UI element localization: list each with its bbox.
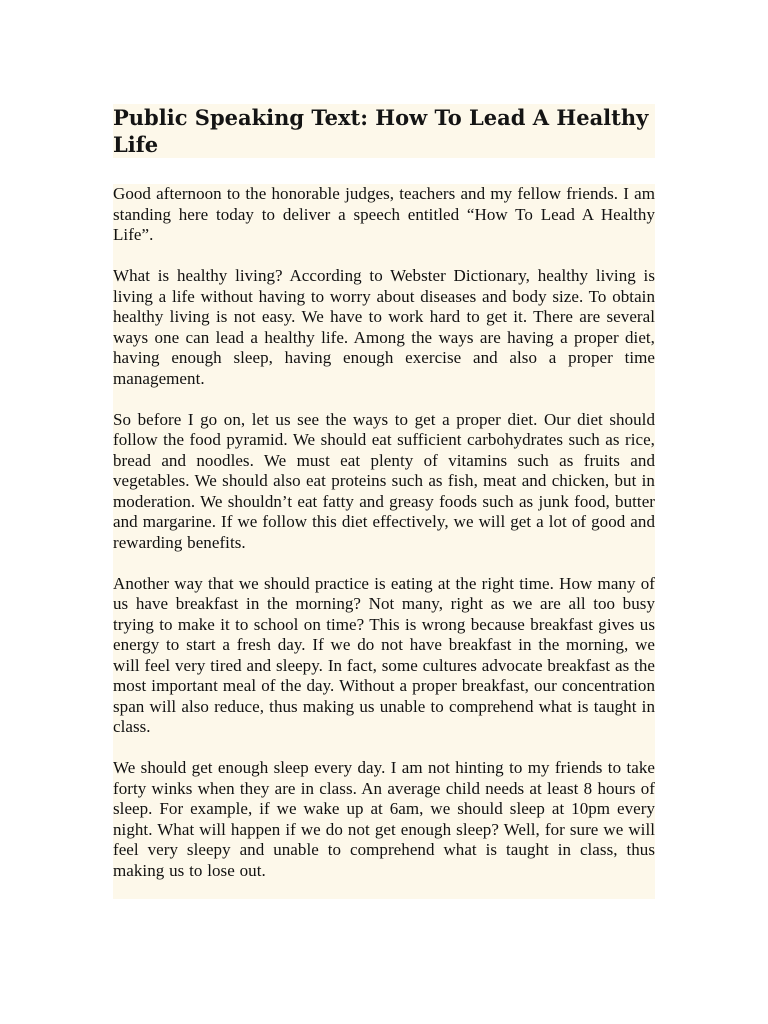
document-title: Public Speaking Text: How To Lead A Healthy Life [113, 104, 655, 158]
paragraph-definition: What is healthy living? According to Webster Dictionary, healthy living is living a life without having to worry about diseases and body size. To obtain healthy living is not easy. We have to work hard to get it. There are several ways one can lead a healthy life. Among the ways are having a proper diet, having enough sleep, having enough exercise and also a proper time management. [113, 266, 655, 388]
paragraph-sleep: We should get enough sleep every day. I am not hinting to my friends to take forty winks when they are in class. An average child needs at least 8 hours of sleep. For example, if we wake up at 6am, we should sleep at 10pm every night. What will happen if we do not get enough sleep? Well, for sure we will feel very sleepy and unable to comprehend what is taught in class, thus making us to lose out. [113, 758, 655, 880]
document-body [113, 184, 655, 899]
paragraph-greeting: Good afternoon to the honorable judges, teachers and my fellow friends. I am standing here today to deliver a speech entitled “How To Lead A Healthy Life”. [113, 184, 655, 244]
paragraph-diet: So before I go on, let us see the ways to get a proper diet. Our diet should follow the food pyramid. We should eat sufficient carbohydrates such as rice, bread and noodles. We must eat plenty of vitamins such as fruits and vegetables. We should also eat proteins such as fish, meat and chicken, but in moderation. We shouldn’t eat fatty and greasy foods such as junk food, butter and margarine. If we follow this diet effectively, we will get a lot of good and rewarding benefits. [113, 409, 655, 552]
document-page [113, 104, 655, 899]
paragraph-breakfast: Another way that we should practice is eating at the right time. How many of us have breakfast in the morning? Not many, right as we are all too busy trying to make it to school on time? This is wrong because breakfast gives us energy to start a fresh day. If we do not have breakfast in the morning, we will feel very tired and sleepy. In fact, some cultures advocate breakfast as the most important meal of the day. Without a proper breakfast, our concentration span will also reduce, thus making us unable to comprehend what is taught in class. [113, 573, 655, 736]
